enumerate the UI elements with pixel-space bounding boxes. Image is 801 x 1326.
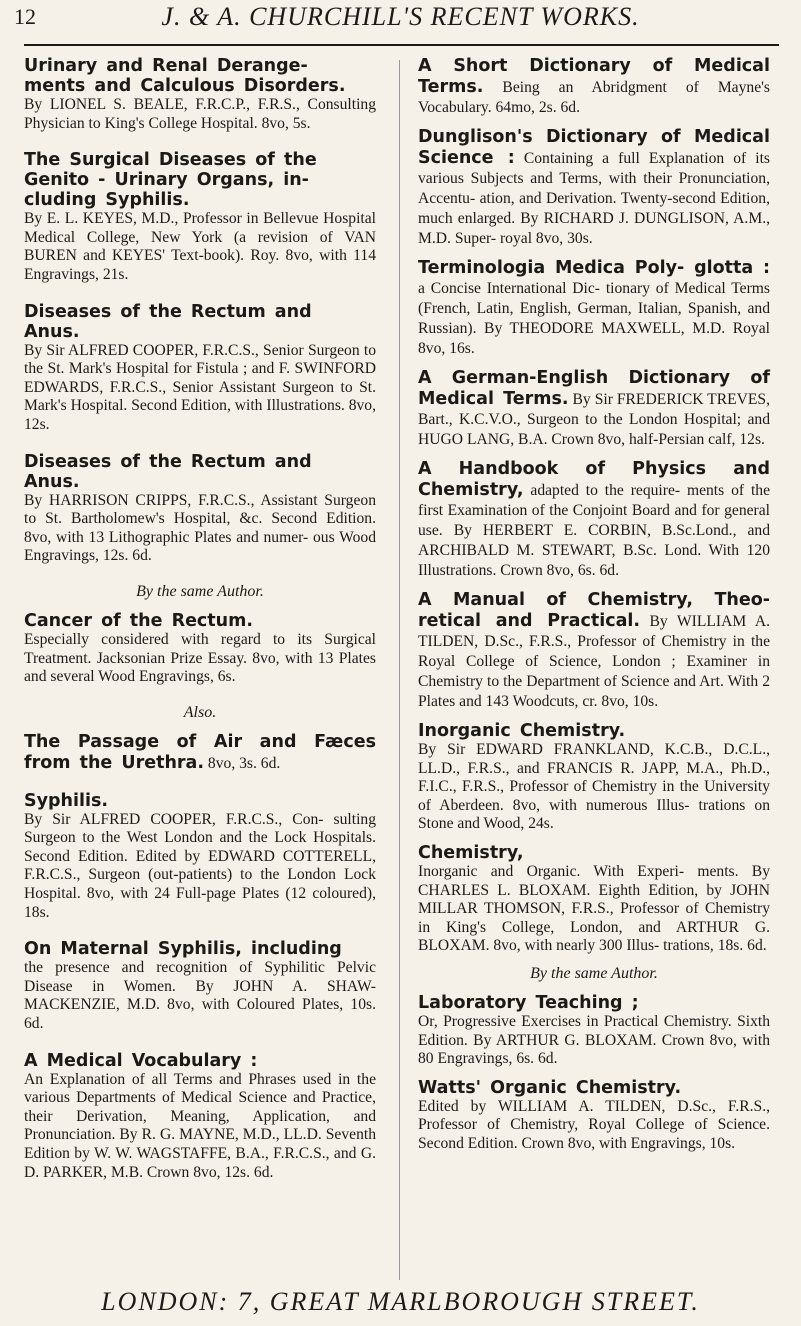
entry-desc: By Sir ALFRED COOPER, F.R.C.S., Senior Surgeon to the St. Mark's Hospital for Fistula ; and F. SWINFORD EDWARDS, F.R.C.S., Senior Assistant Surgeon to St. Mark's Hospital. Second Edition, with Illustrations. 8vo, 12s.: [24, 341, 376, 433]
entry-title: Cancer of the Rectum.: [24, 610, 254, 631]
entry-title: A Manual of Chemistry, Theo- retical and Practical.: [418, 590, 770, 631]
entry-desc: By E. L. KEYES, M.D., Professor in Bellevue Hospital Medical College, New York (a revision of VAN BUREN and KEYES' Text-book). Roy. 8vo, with 114 Engravings, 21s.: [24, 210, 376, 283]
entry-desc: Especially considered with regard to its Surgical Treatment. Jacksonian Prize Essay. 8vo, with 13 Plates and several Wood Engravings, 6s.: [24, 630, 376, 686]
entry-title: Inorganic Chemistry.: [418, 721, 626, 741]
entry-syphilis: [24, 791, 376, 923]
entry-title: A Medical Vocabulary :: [24, 1050, 258, 1071]
entry-desc: adapted to the require- ments of the first Examination of the Conjoint Board and for general use. By HERBERT E. CORBIN, B.Sc.Lond., and ARCHIBALD M. STEWART, B.Sc. Lond. With 120 Illustrations. Crown 8vo, 6s. 6d.: [418, 482, 770, 579]
entry-rectum-cooper: [24, 302, 376, 435]
header-rule: [24, 44, 779, 46]
entry-desc: Inorganic and Organic. With Experi- ments. By CHARLES L. BLOXAM. Eighth Edition, by JOHN MILLAR THOMSON, F.R.S., Professor of Chemistry in King's College, London, and ARTHUR G. BLOXAM. 8vo, with nearly 300 Illus- trations, 18s. 6d.: [418, 862, 770, 955]
entry-subheading: By the same Author.: [136, 582, 264, 600]
entry-title: The Surgical Diseases of the Genito - Urinary Organs, in- cluding Syphilis.: [24, 150, 317, 211]
entry-desc: By Sir FREDERICK TREVES, Bart., K.C.V.O., Surgeon to the London Hospital; and HUGO LANG, B.A. Crown 8vo, half-Persian calf, 12s.: [418, 391, 770, 448]
entry-title: Terminologia Medica Poly- glotta :: [418, 258, 770, 278]
entry-title: On Maternal Syphilis, including: [24, 939, 342, 960]
entry-manual-chemistry: [418, 590, 770, 712]
entry-short-dictionary: [418, 56, 770, 118]
entry-title: Chemistry,: [418, 842, 524, 863]
entry-laboratory-teaching: [418, 965, 770, 1069]
entry-watts-organic: [418, 1078, 770, 1154]
running-title: J. & A. CHURCHILL'S RECENT WORKS.: [161, 2, 640, 31]
entry-surgical-diseases: [24, 150, 376, 284]
page-number: 12: [14, 4, 36, 29]
entry-cancer-rectum: [24, 583, 376, 687]
entry-desc: An Explanation of all Terms and Phrases used in the various Departments of Medical Science and Practice, their Derivation, Meaning, Application, and Pronunciation. By R. G. MAYNE, M.D., LL.D. Seventh Edition by W. W. WAGSTAFFE, B.A., F.R.C.S., and G. D. PARKER, M.B. Crown 8vo, 12s. 6d.: [24, 1070, 376, 1181]
entry-inorganic-chemistry: [418, 721, 770, 834]
entry-desc: Or, Progressive Exercises in Practical Chemistry. Sixth Edition. By ARTHUR G. BLOXAM. Crown 8vo, with 80 Engravings, 6s. 6d.: [418, 1012, 770, 1068]
entry-title: Diseases of the Rectum and Anus.: [24, 301, 312, 342]
entry-maternal-syphilis: [24, 939, 376, 1033]
entry-desc: Edited by WILLIAM A. TILDEN, D.Sc., F.R.S., Professor of Chemistry, Royal College of Science. Second Edition. Crown 8vo, with Engravings, 10s.: [418, 1097, 770, 1152]
right-column: [418, 56, 770, 1163]
entry-desc: Being an Abridgment of Mayne's Vocabulary. 64mo, 2s. 6d.: [418, 79, 770, 116]
entry-title: A German-English Dictionary of Medical Terms.: [418, 368, 770, 409]
entry-desc: By Sir EDWARD FRANKLAND, K.C.B., D.C.L., LL.D., F.R.S., and FRANCIS R. JAPP, M.A., Ph.D., F.I.C., F.R.S., Professor of Chemistry in the University of Aberdeen. 8vo, with numerous Illus- trations on Stone and Wood, 24s.: [418, 741, 770, 833]
entry-desc: Containing a full Explanation of its various Subjects and Terms, with their Pronunciation, Accentu- ation, and Derivation. Twenty-second Edition, much enlarged. By RICHARD J. DUNGLISON, A.M., M.D. Super- royal 8vo, 30s.: [418, 150, 770, 247]
entry-desc: the presence and recognition of Syphilitic Pelvic Disease in Women. By JOHN A. SHAW-MACKENZIE, M.D. 8vo, with Coloured Plates, 10s. 6d.: [24, 959, 376, 1033]
entry-desc: By Sir ALFRED COOPER, F.R.C.S., Con- sulting Surgeon to the West London and the Lock Hospitals. Second Edition. Edited by EDWARD COTTERELL, F.R.C.S., Surgeon (out-patients) to the London Lock Hospital. 8vo, with 24 Full-page Plates (12 coloured), 18s.: [24, 810, 376, 921]
entry-title: Urinary and Renal Derange- ments and Calculous Disorders.: [24, 56, 346, 96]
entry-chemistry-bloxam: [418, 843, 770, 956]
left-column: [24, 56, 376, 1199]
entry-medical-vocabulary: [24, 1051, 376, 1183]
entry-title: Diseases of the Rectum and Anus.: [24, 451, 312, 492]
entry-desc: By LIONEL S. BEALE, F.R.C.P., F.R.S., Consulting Physician to King's College Hospital. 8vo, 5s.: [24, 96, 376, 132]
entry-title: The Passage of Air and Fæces from the Urethra.: [24, 731, 376, 773]
entry-desc: By WILLIAM A. TILDEN, D.Sc., F.R.S., Professor of Chemistry in the Royal College of Science, London ; Examiner in Chemistry to the Department of Science and Art. With 2 Plates and 143 Woodcuts, cr. 8vo, 10s.: [418, 613, 770, 710]
entry-desc: a Concise International Dic- tionary of Medical Terms (French, Latin, English, German, Italian, Spanish, and Russian). By THEODORE MAXWELL, M.D. Royal 8vo, 16s.: [418, 280, 770, 357]
entry-dunglison: [418, 127, 770, 249]
entry-title: Syphilis.: [24, 790, 109, 811]
entry-title: Dunglison's Dictionary of Medical Science :: [418, 127, 770, 168]
entry-title: A Handbook of Physics and Chemistry,: [418, 459, 770, 500]
entry-terminologia: [418, 258, 770, 359]
entry-urinary-renal: [24, 56, 376, 133]
entry-desc: 8vo, 3s. 6d.: [207, 754, 281, 772]
entry-title: Laboratory Teaching ;: [418, 992, 639, 1013]
entry-title: A Short Dictionary of Medical Terms.: [418, 56, 770, 97]
entry-handbook-physics: [418, 459, 770, 581]
entry-german-english: [418, 368, 770, 450]
entry-desc: By HARRISON CRIPPS, F.R.C.S., Assistant Surgeon to St. Bartholomew's Hospital, &c. Second Edition. 8vo, with 13 Lithographic Plates and numer- ous Wood Engravings, 12s. 6d.: [24, 491, 376, 565]
publisher-address: LONDON: 7, GREAT MARLBOROUGH STREET.: [101, 1287, 700, 1316]
entry-subheading: By the same Author.: [530, 964, 658, 982]
entry-passage-of-air: [24, 704, 376, 774]
entry-title: Watts' Organic Chemistry.: [418, 1077, 682, 1098]
column-divider: [399, 60, 400, 1280]
entry-subheading: Also.: [183, 703, 217, 721]
entry-rectum-cripps: [24, 452, 376, 566]
